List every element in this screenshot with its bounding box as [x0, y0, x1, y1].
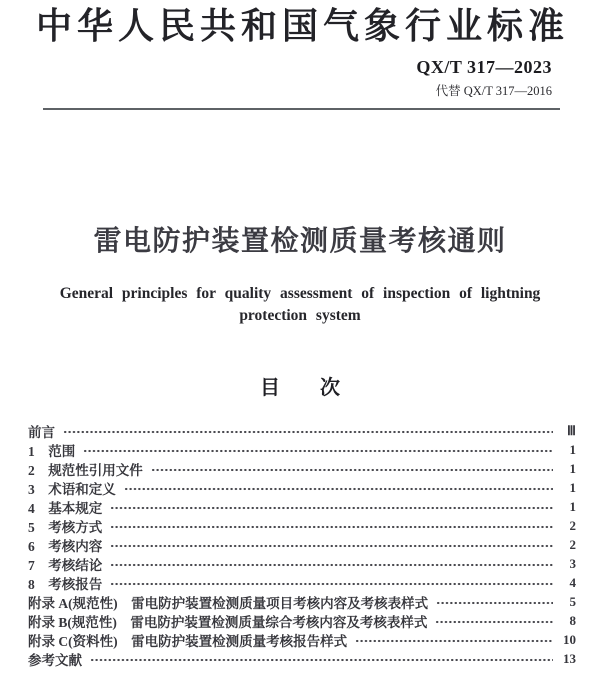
- toc-entry-references: [28, 649, 576, 668]
- dot-leader: [110, 497, 553, 516]
- toc-entry-page: 1: [569, 460, 576, 476]
- dot-leader: [435, 611, 553, 630]
- dot-leader: [110, 535, 553, 554]
- toc-entry-basic-provisions: [28, 497, 576, 516]
- toc-entry-label: 4 基本规定: [28, 500, 103, 516]
- dot-leader: [436, 592, 553, 611]
- document-title-zh: 雷电防护装置检测质量考核通则: [93, 225, 507, 256]
- toc-entry-page: 3: [569, 555, 576, 571]
- toc-entry-page: 1: [569, 441, 576, 457]
- dot-leader: [110, 554, 553, 573]
- toc-entry-page: Ⅲ: [567, 422, 576, 438]
- toc-entry-label: 3 术语和定义: [28, 481, 116, 497]
- toc-entry-foreword: [28, 421, 576, 440]
- document-title-en-line1: General principles for quality assessment of inspection of lightning: [59, 285, 541, 302]
- dot-leader: [124, 478, 553, 497]
- toc-entry-label: 1 范围: [28, 443, 76, 459]
- toc-entry-label: 2 规范性引用文件: [28, 462, 143, 478]
- toc-entry-assessment-conclusion: [28, 554, 576, 573]
- toc-entry-label: 8 考核报告: [28, 576, 103, 592]
- dot-leader: [151, 459, 553, 478]
- toc-entry-terms-definitions: [28, 478, 576, 497]
- toc-entry-page: 8: [569, 612, 576, 628]
- header-divider: [43, 108, 560, 110]
- toc-heading: 目 次: [260, 377, 340, 399]
- toc-entry-label: 7 考核结论: [28, 557, 103, 573]
- toc-list: [28, 421, 576, 668]
- toc-entry-label: 6 考核内容: [28, 538, 103, 554]
- toc-entry-page: 5: [569, 593, 576, 609]
- toc-entry-page: 10: [563, 631, 576, 647]
- toc-entry-assessment-content: [28, 535, 576, 554]
- toc-entry-label: 附录 C(资料性) 雷电防护装置检测质量考核报告样式: [28, 633, 348, 649]
- toc-entry-scope: [28, 440, 576, 459]
- dot-leader: [110, 516, 553, 535]
- document-title-en-line2: protection system: [239, 307, 361, 324]
- document-title-en: [40, 283, 560, 327]
- toc-entry-page: 2: [569, 517, 576, 533]
- toc-entry-label: 5 考核方式: [28, 519, 103, 535]
- toc-entry-appendix-a: [28, 592, 576, 611]
- toc-entry-appendix-c: [28, 630, 576, 649]
- toc-entry-assessment-method: [28, 516, 576, 535]
- toc-entry-page: 4: [569, 574, 576, 590]
- dot-leader: [355, 630, 553, 649]
- toc-entry-page: 1: [569, 498, 576, 514]
- dot-leader: [90, 649, 553, 668]
- toc-entry-assessment-report: [28, 573, 576, 592]
- page-title: 中华人民共和国气象行业标准: [35, 5, 569, 46]
- toc-entry-page: 2: [569, 536, 576, 552]
- dot-leader: [110, 573, 553, 592]
- standard-number: QX/T 317—2023: [416, 57, 552, 77]
- toc-entry-label: 前言: [28, 424, 55, 440]
- toc-entry-page: 1: [569, 479, 576, 495]
- toc-entry-page: 13: [563, 650, 576, 666]
- dot-leader: [63, 421, 553, 440]
- toc-entry-normative-references: [28, 459, 576, 478]
- replaces-note: 代替 QX/T 317—2016: [435, 84, 552, 98]
- toc-entry-label: 附录 A(规范性) 雷电防护装置检测质量项目考核内容及考核表样式: [28, 595, 429, 611]
- dot-leader: [83, 440, 553, 459]
- toc-entry-label: 附录 B(规范性) 雷电防护装置检测质量综合考核内容及考核表样式: [28, 614, 428, 630]
- toc-entry-label: 参考文献: [28, 652, 82, 668]
- standard-number-block: [416, 57, 552, 99]
- toc-entry-appendix-b: [28, 611, 576, 630]
